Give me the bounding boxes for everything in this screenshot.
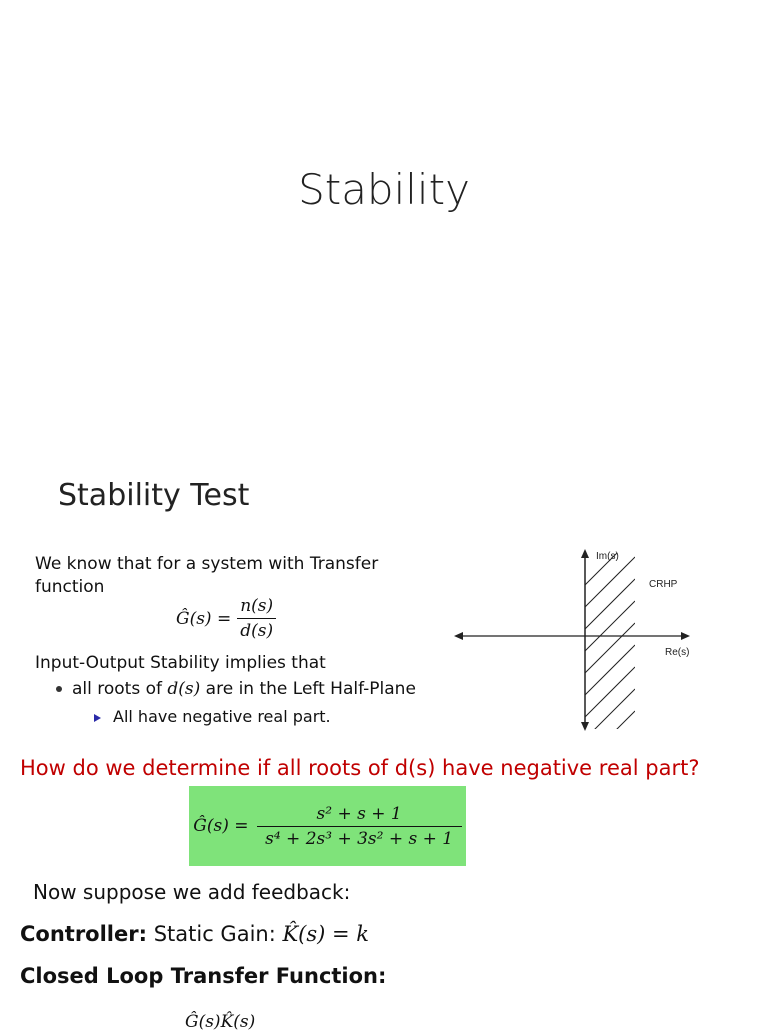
example-tf-lhs: Ĝ(s) =: [193, 816, 249, 836]
controller-math: K̂(s) = k: [282, 922, 370, 946]
transfer-function-formula: [176, 596, 276, 641]
complex-plane-diagram: [450, 545, 700, 735]
controller-label: Controller:: [20, 922, 148, 946]
intro-line-2: function: [35, 577, 105, 597]
feedback-text: Now suppose we add feedback:: [33, 880, 351, 904]
question-text: How do we determine if all roots of d(s) have negative real part?: [20, 756, 700, 780]
intro-text: [35, 553, 378, 599]
imaginary-axis-arrow-up-icon: [581, 549, 589, 558]
bullet-math: d(s): [167, 679, 201, 699]
closed-loop-line: [20, 965, 386, 988]
bullet-text-post: are in the Left Half-Plane: [200, 679, 416, 699]
controller-text: Static Gain:: [153, 922, 276, 946]
bullet-text-pre: all roots of: [72, 679, 168, 699]
closed-loop-partial-formula: Ĝ(s)K̂(s): [185, 1012, 256, 1032]
real-axis-arrow-left-icon: [454, 632, 463, 640]
bullet-item: [56, 678, 416, 701]
sub-bullet-text: All have negative real part.: [113, 707, 331, 726]
intro-line-1: We know that for a system with Transfer: [35, 554, 379, 574]
im-axis-label: Im(s): [596, 551, 619, 562]
triangle-bullet-icon: [94, 714, 101, 722]
example-tf-fraction: [257, 804, 462, 849]
real-axis-arrow-right-icon: [681, 632, 690, 640]
tf-numerator: n(s): [237, 596, 276, 619]
example-transfer-function: [189, 786, 466, 866]
sub-bullet-item: [94, 705, 331, 728]
controller-line: [20, 923, 369, 946]
section-title: Stability Test: [58, 478, 250, 513]
slide-title: Stability: [298, 165, 470, 214]
tf-denominator: d(s): [240, 621, 274, 641]
implies-text: Input-Output Stability implies that: [35, 653, 326, 673]
re-axis-label: Re(s): [665, 647, 690, 658]
tf-fraction: [237, 596, 276, 641]
crhp-label: CRHP: [649, 579, 678, 590]
imaginary-axis-arrow-down-icon: [581, 722, 589, 731]
example-tf-numerator: s² + s + 1: [257, 804, 462, 827]
example-tf-denominator: s⁴ + 2s³ + 3s² + s + 1: [265, 828, 454, 849]
closed-loop-label: Closed Loop Transfer Function:: [20, 964, 387, 988]
bullet-dot-icon: [56, 686, 62, 692]
tf-lhs: Ĝ(s) =: [176, 608, 232, 629]
crhp-hatching: [585, 545, 635, 735]
